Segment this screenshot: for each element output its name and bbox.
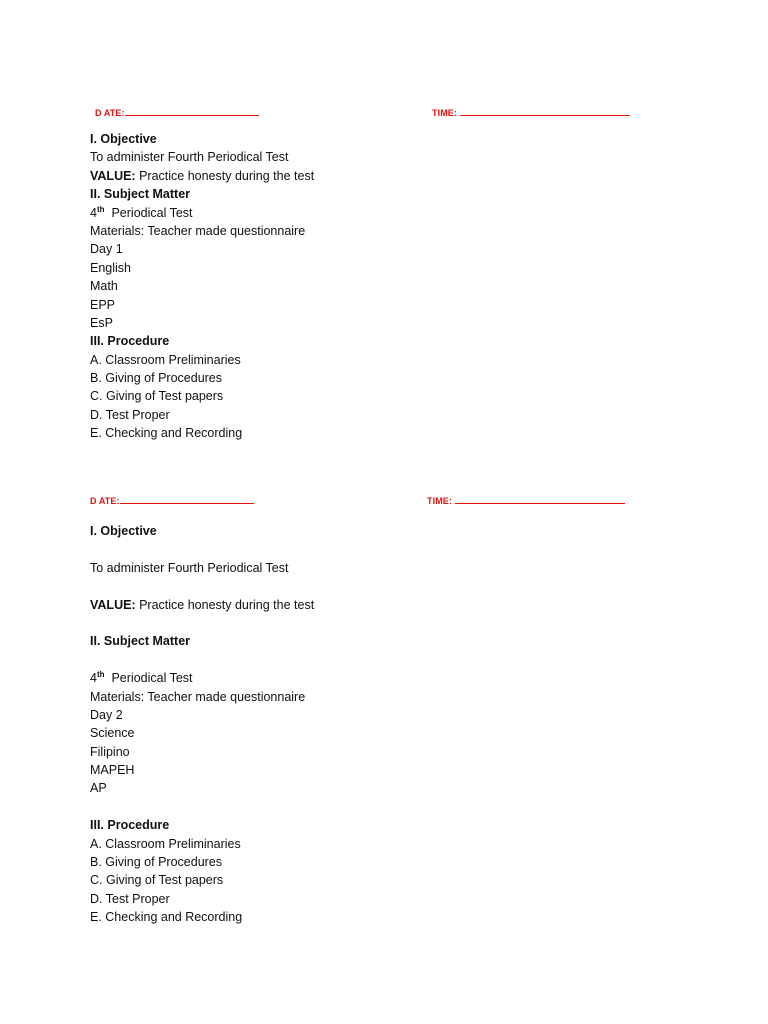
time-blank-line xyxy=(455,495,625,504)
procedure-step: E. Checking and Recording xyxy=(90,910,243,925)
lesson-plan-day-2 xyxy=(90,522,690,927)
time-field-1 xyxy=(432,107,630,118)
procedure-step: C. Giving of Test papers xyxy=(90,873,224,888)
procedure-heading: III. Procedure xyxy=(90,818,170,833)
objective-text: To administer Fourth Periodical Test xyxy=(90,560,289,575)
subject-item: Filipino xyxy=(90,744,130,759)
date-field-2 xyxy=(90,495,254,506)
subject-item: EPP xyxy=(90,297,116,312)
subject-matter-heading: II. Subject Matter xyxy=(90,187,191,202)
procedure-step: B. Giving of Procedures xyxy=(90,855,223,870)
date-blank-line xyxy=(120,495,254,504)
test-title xyxy=(90,669,690,687)
test-ordinal-suffix: th xyxy=(96,204,105,214)
value-line xyxy=(90,596,690,614)
materials-line: Materials: Teacher made questionnaire xyxy=(90,689,306,704)
test-name: Periodical Test xyxy=(104,671,193,686)
subject-item: EsP xyxy=(90,315,113,330)
test-title xyxy=(90,204,690,222)
test-ordinal-suffix: th xyxy=(96,670,105,680)
procedure-step: A. Classroom Preliminaries xyxy=(90,352,241,367)
procedure-step: B. Giving of Procedures xyxy=(90,371,223,386)
objective-heading: I. Objective xyxy=(90,132,157,146)
value-text: Practice honesty during the test xyxy=(135,168,315,183)
subject-item: AP xyxy=(90,781,107,796)
materials-line: Materials: Teacher made questionnaire xyxy=(90,223,306,238)
time-label: TIME: xyxy=(432,108,457,118)
procedure-step: E. Checking and Recording xyxy=(90,426,243,441)
objective-text: To administer Fourth Periodical Test xyxy=(90,150,289,165)
subject-matter-heading: II. Subject Matter xyxy=(90,634,191,649)
procedure-step: A. Classroom Preliminaries xyxy=(90,836,241,851)
time-blank-line xyxy=(460,107,630,116)
subject-item: English xyxy=(90,260,131,275)
date-label: D ATE: xyxy=(95,108,125,118)
value-label: VALUE: xyxy=(90,168,136,183)
test-ordinal: 4 xyxy=(90,671,97,686)
lesson-plan-day-1 xyxy=(90,130,690,443)
subject-item: Math xyxy=(90,279,118,294)
date-blank-line xyxy=(125,107,259,116)
test-name: Periodical Test xyxy=(104,205,193,220)
value-line xyxy=(90,167,690,185)
procedure-heading: III. Procedure xyxy=(90,334,170,349)
subject-item: MAPEH xyxy=(90,763,135,778)
value-text: Practice honesty during the test xyxy=(135,597,315,612)
value-label: VALUE: xyxy=(90,597,136,612)
day-label: Day 1 xyxy=(90,242,123,257)
date-label: D ATE: xyxy=(90,496,120,506)
day-label: Day 2 xyxy=(90,707,123,722)
time-label: TIME: xyxy=(427,496,452,506)
objective-heading: I. Objective xyxy=(90,524,157,538)
procedure-step: D. Test Proper xyxy=(90,407,170,422)
time-field-2 xyxy=(427,495,625,506)
subject-item: Science xyxy=(90,726,135,741)
test-ordinal: 4 xyxy=(90,205,97,220)
date-field-1 xyxy=(95,107,259,118)
procedure-step: C. Giving of Test papers xyxy=(90,389,224,404)
procedure-step: D. Test Proper xyxy=(90,891,170,906)
